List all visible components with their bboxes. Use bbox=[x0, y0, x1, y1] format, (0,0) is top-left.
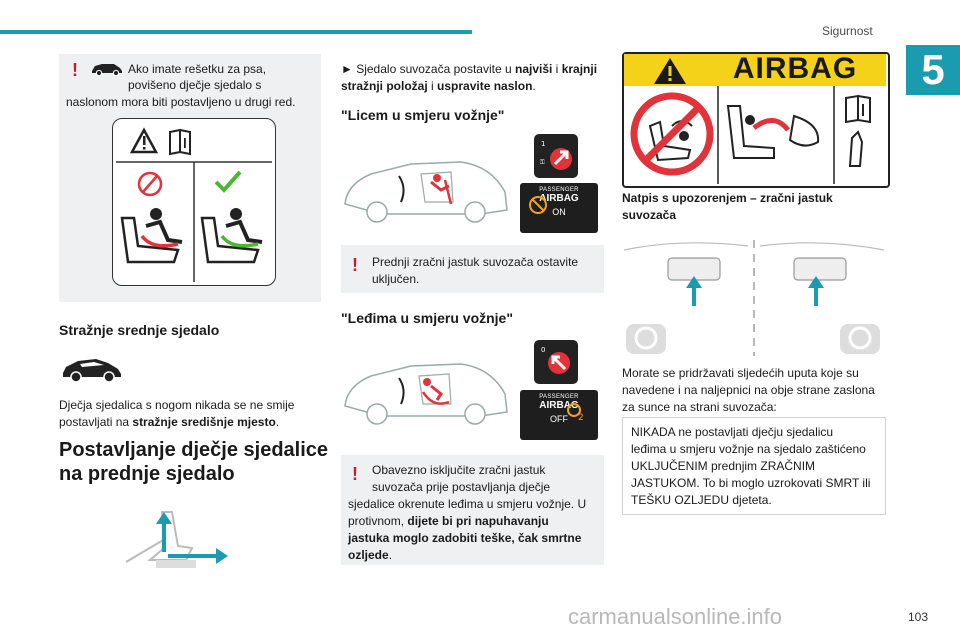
warning-text-line bbox=[348, 513, 549, 530]
panel-label: AIRBAG bbox=[539, 193, 579, 204]
chapter-tab: 5 bbox=[906, 45, 960, 95]
heading-front-seat-installation: Postavljanje dječje sjedalice bbox=[59, 439, 329, 461]
airbag-key-switch-icon bbox=[534, 134, 578, 178]
instruction-bold: krajnji bbox=[561, 62, 598, 76]
sun-visor-illustration bbox=[622, 236, 886, 360]
instruction-text: . bbox=[532, 79, 536, 93]
instruction-bold: uspravite naslon bbox=[437, 79, 533, 93]
rear-seat-text-line: Dječja sjedalica s nogom nikada se ne smije bbox=[59, 398, 295, 412]
airbag-label-pictograms bbox=[624, 86, 886, 184]
heading-forward-facing: "Licem u smjeru vožnje" bbox=[341, 107, 505, 123]
child-seat-diagram-art bbox=[112, 118, 276, 286]
instruction-text: i bbox=[427, 79, 438, 93]
instruction-bold: stražnji položaj bbox=[341, 79, 428, 93]
instruction-line bbox=[341, 78, 536, 95]
warning-text: protivnom, bbox=[348, 514, 408, 528]
panel-status: OFF bbox=[550, 414, 568, 424]
seat-adjustment-icon bbox=[120, 492, 230, 572]
svg-text:2: 2 bbox=[578, 413, 584, 422]
figure-caption: Natpis s upozorenjem – zračni jastuk bbox=[622, 191, 833, 205]
svg-text:1: 1 bbox=[541, 140, 546, 148]
rear-seat-text-bold: stražnje središnje mjesto bbox=[132, 415, 276, 429]
warning-text-line: jastuka moglo zadobiti teške, čak smrtne bbox=[348, 531, 582, 545]
warning-text-line: suvozača prije postavljanja dječje bbox=[372, 480, 551, 494]
panel-label: AIRBAG bbox=[539, 400, 579, 411]
watermark: carmanualsonline.info bbox=[568, 604, 783, 629]
section-title: Sigurnost bbox=[822, 24, 873, 38]
page-number: 103 bbox=[908, 610, 929, 624]
instruction-text: i bbox=[552, 62, 562, 76]
panel-label: PASSENGER bbox=[539, 187, 579, 193]
warning-text-line: povišeno dječje sjedalo s bbox=[128, 78, 262, 92]
warning-icon: ! bbox=[352, 255, 358, 275]
visor-label-line: leđima u smjeru vožnje na sjedalo zaštićeno bbox=[631, 442, 866, 456]
car-child-seat-rearward-illustration bbox=[341, 352, 511, 432]
warning-icon: ! bbox=[72, 60, 78, 80]
warning-text-line bbox=[348, 547, 392, 564]
panel-status: ON bbox=[552, 207, 566, 217]
visor-text-line: navedene i na naljepnici na obje strane zaslona bbox=[622, 383, 875, 397]
warning-text-line: naslonom mora biti postavljeno u drugi red. bbox=[66, 95, 296, 109]
panel-label: PASSENGER bbox=[539, 394, 579, 400]
header-accent-bar bbox=[0, 30, 472, 34]
warning-text-line: uključen. bbox=[372, 272, 420, 286]
warning-text-line: Obavezno isključite zračni jastuk bbox=[372, 463, 546, 477]
visor-text-line: Morate se pridržavati sljedećih uputa koje su bbox=[622, 366, 859, 380]
visor-label-line: NIKADA ne postavljati dječju sjedalicu bbox=[631, 425, 834, 439]
rear-seat-text-pre: postavljati na bbox=[59, 415, 133, 429]
warning-triangle-icon bbox=[652, 56, 688, 86]
visor-label-text-box bbox=[622, 417, 886, 515]
warning-text: . bbox=[388, 548, 393, 562]
svg-text:0: 0 bbox=[541, 346, 546, 354]
airbag-label-title: AIRBAG bbox=[732, 52, 858, 85]
airbag-off-icon bbox=[566, 402, 588, 422]
warning-text-bold: ozljede bbox=[348, 548, 389, 562]
warning-text-line: Prednji zračni jastuk suvozača ostavite bbox=[372, 255, 579, 269]
car-icon bbox=[90, 62, 124, 76]
instruction-text: ► Sjedalo suvozača postavite u bbox=[341, 62, 515, 76]
svg-text:⚿: ⚿ bbox=[540, 159, 545, 166]
visor-text-line: za sunce na strani suvozača: bbox=[622, 400, 777, 414]
visor-label-line: TEŠKU OZLJEDU djeteta. bbox=[631, 493, 772, 507]
instruction-line bbox=[341, 61, 597, 78]
heading-rear-facing: "Leđima u smjeru vožnje" bbox=[341, 310, 513, 326]
instruction-bold: najviši bbox=[514, 62, 553, 76]
figure-caption: suvozača bbox=[622, 208, 677, 222]
airbag-key-switch-icon bbox=[534, 340, 578, 384]
suv-icon bbox=[60, 355, 124, 383]
warning-text-line: Ako imate rešetku za psa, bbox=[128, 62, 267, 76]
warning-text-bold: dijete bi pri napuhavanju bbox=[407, 514, 549, 528]
visor-label-line: JASTUKOM. To bi moglo uzrokovati SMRT ili bbox=[631, 476, 871, 490]
airbag-on-icon bbox=[528, 195, 548, 215]
heading-front-seat-installation-line2: na prednje sjedalo bbox=[59, 463, 235, 485]
car-child-seat-forward-illustration bbox=[341, 150, 511, 230]
visor-label-line: UKLJUČENIM prednjim ZRAČNIM bbox=[631, 459, 816, 473]
warning-icon: ! bbox=[352, 464, 358, 484]
rear-seat-text-line bbox=[59, 414, 279, 431]
warning-text-line: sjedalice okrenute leđima u smjeru vožnje. U bbox=[348, 497, 587, 511]
heading-rear-middle-seat: Stražnje srednje sjedalo bbox=[59, 322, 220, 338]
rear-seat-text-end: . bbox=[275, 415, 280, 429]
